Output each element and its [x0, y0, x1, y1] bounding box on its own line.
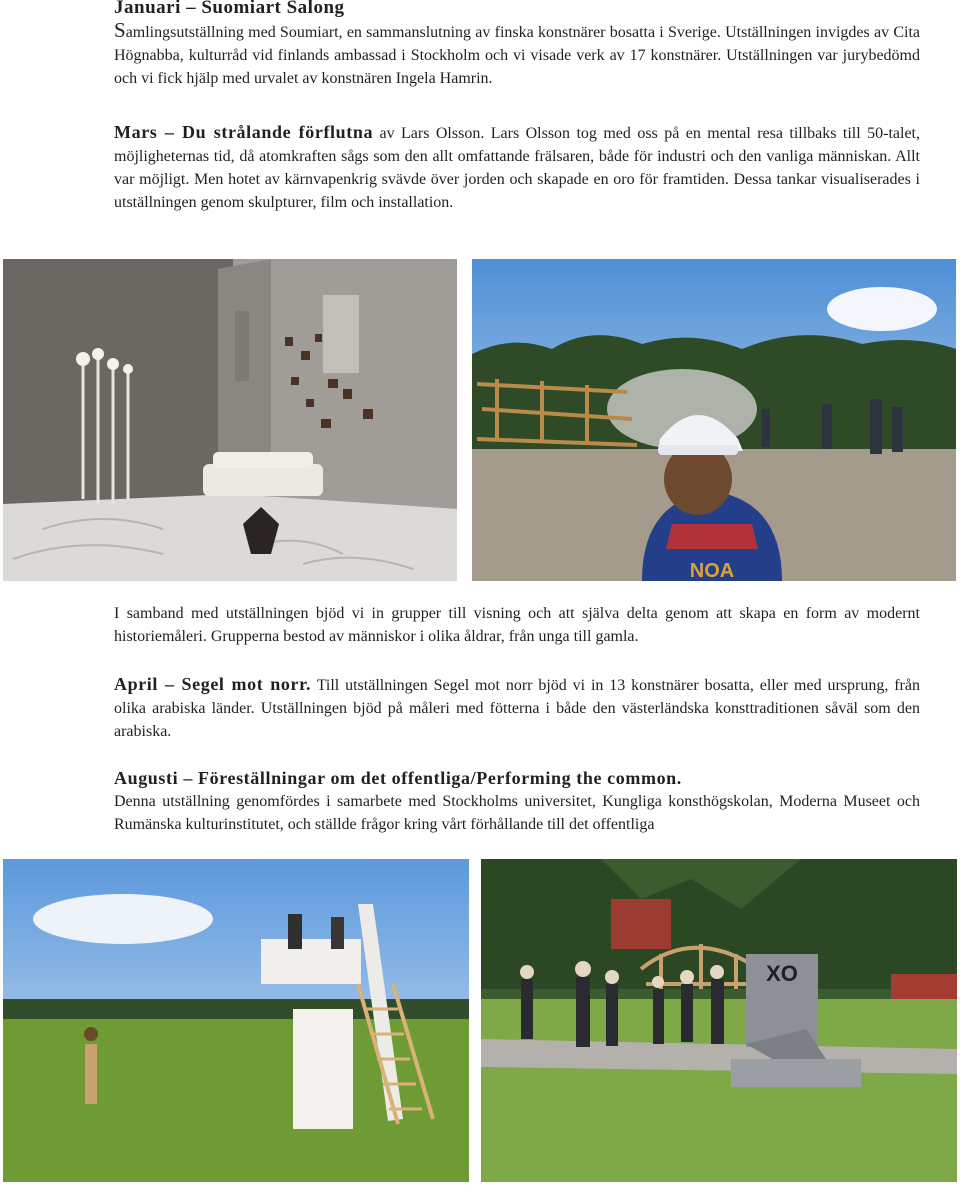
- section-april: [114, 673, 920, 743]
- child-shirt-text: NOA: [689, 560, 735, 581]
- photo-crowd-sculpture: [481, 859, 957, 1182]
- mars-text: av Lars Olsson. Lars Olsson tog med oss på en mental resa tillbaks till 50-talet, möjligheternas tid, då atomkraften sågs som den allt omfattande frälsaren, både för industri och den vanliga människan. Allt var möjligt. Men hotet av kärnvapenkrig svävde över jorden och skapade en oro för framtiden. Dessa tankar visualiserades i utställningen genom skulpturer, film och installation.: [114, 125, 920, 211]
- januari-dropcap: S: [114, 18, 126, 42]
- april-heading: April – Segel mot norr.: [114, 674, 312, 694]
- section-augusti: [114, 767, 920, 836]
- augusti-text: Denna utställning genomfördes i samarbete med Stockholms universitet, Kungliga konsthögskolan, Moderna Museet och Rumänska kulturinstitutet, och ställde frågor kring vårt förhållande till det offentliga: [114, 793, 920, 833]
- photo-tower-field: [3, 859, 469, 1182]
- januari-heading: Januari – Suomiart Salong: [114, 0, 345, 18]
- mars-paragraph: [114, 121, 920, 214]
- januari-text: amlingsutställning med Soumiart, en sammanslutning av finska konstnärer bosatta i Sverige. Utställningen invigdes av Cita Högnabba, kulturråd vid finlands ambassad i Stockholm och vi visade verk av 17 konstnärer. Utställningen var jurybedömd och vi fick hjälp med urvalet av konstnären Ingela Hamrin.: [114, 24, 920, 87]
- photo-outdoor-child: [472, 259, 956, 581]
- april-paragraph: [114, 673, 920, 743]
- photo-gallery-installation: [3, 259, 457, 581]
- section-januari: [114, 0, 920, 90]
- section-grupper: [114, 602, 920, 648]
- januari-paragraph: [114, 19, 920, 90]
- april-text: Till utställningen Segel mot norr bjöd vi in 13 konstnärer bosatta, eller med ursprung, från olika arabiska länder. Utställningen bjöd på måleri med fötterna i både den västerländska konsttraditionen såväl som den arabiska.: [114, 677, 920, 740]
- augusti-heading: Augusti – Föreställningar om det offentliga/Performing the common.: [114, 768, 682, 788]
- mars-heading: Mars – Du strålande förflutna: [114, 122, 374, 142]
- grupper-text: I samband med utställningen bjöd vi in grupper till visning och att själva delta genom att skapa en form av modernt historiemåleri. Grupperna bestod av människor i olika åldrar, från unga till gamla.: [114, 605, 920, 645]
- sculpture-text: XO: [766, 961, 798, 986]
- section-mars: [114, 121, 920, 214]
